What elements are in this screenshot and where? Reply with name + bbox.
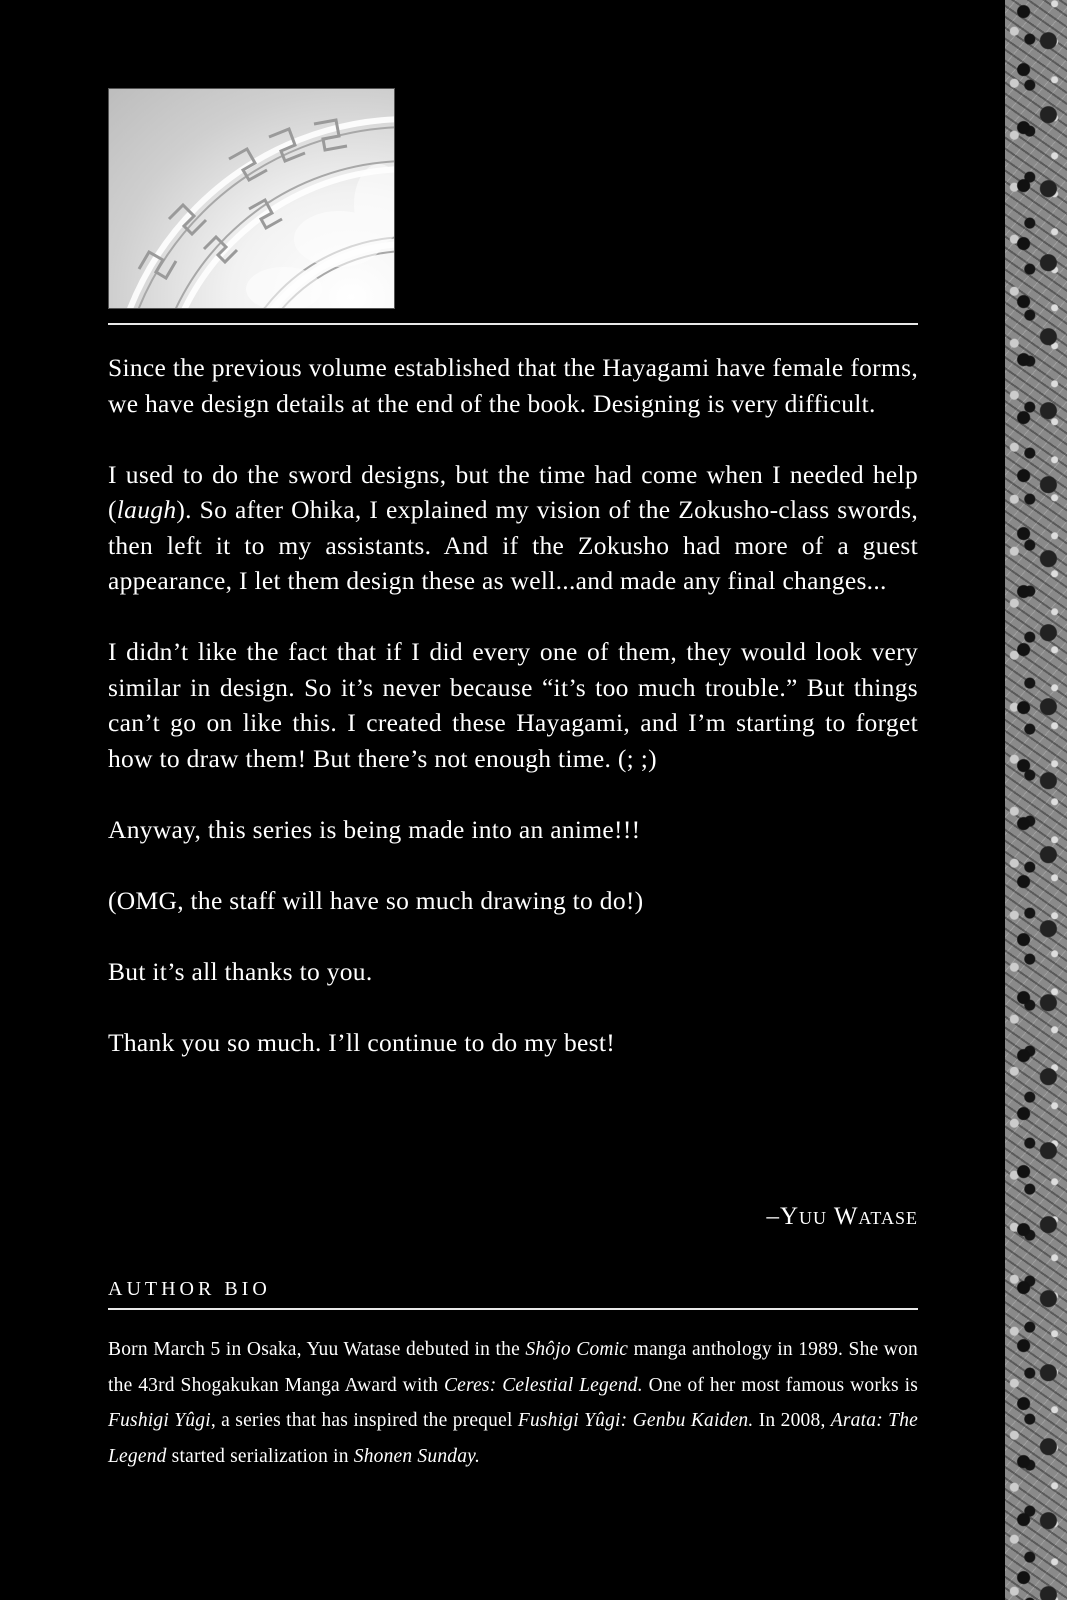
author-signature: –Yuu Watase xyxy=(766,1203,918,1230)
paragraph-5: (OMG, the staff will have so much drawing to do!) xyxy=(108,885,644,915)
paragraph-7: Thank you so much. I’ll continue to do my best! xyxy=(108,1027,616,1057)
floral-border xyxy=(1005,0,1067,1600)
emblem-pattern-icon xyxy=(109,89,394,308)
paragraph-6: But it’s all thanks to you. xyxy=(108,956,373,986)
paragraph-3: I didn’t like the fact that if I did every one of them, they would look very similar in design. So it’s never because “it’s too much trouble.” But things can’t go on like this. I created these Hayagami, and I’m starting to forget how to draw them! But there’s not enough time. (; ;) xyxy=(108,637,918,773)
bio-divider xyxy=(108,1308,918,1310)
author-bio: Born March 5 in Osaka, Yuu Watase debuted in the Shôjo Comic manga anthology in 1989. She won the 43rd Shogakukan Manga Award with Ceres: Celestial Legend. One of her most famous works is Fushigi Yûgi, a series that has inspired the prequel Fushigi Yûgi: Genbu Kaiden. In 2008, Arata: The Legend started serialization in Shonen Sunday. xyxy=(108,1339,919,1467)
paragraph-2: I used to do the sword designs, but the time had come when I needed help (laugh). So after Ohika, I explained my vision of the Zokusho-class swords, then left it to my assistants. And if the Zokusho had more of a guest appearance, I let them design these as well...and made any final changes... xyxy=(108,459,918,595)
paragraph-1: Since the previous volume established that the Hayagami have female forms, we have design details at the end of the book. Designing is very difficult. xyxy=(108,353,918,418)
afterword-body xyxy=(108,350,918,1096)
paragraph-4: Anyway, this series is being made into an anime!!! xyxy=(108,814,641,844)
bio-heading: AUTHOR BIO xyxy=(108,1278,271,1300)
top-divider xyxy=(108,323,918,325)
emblem-image xyxy=(108,88,395,309)
